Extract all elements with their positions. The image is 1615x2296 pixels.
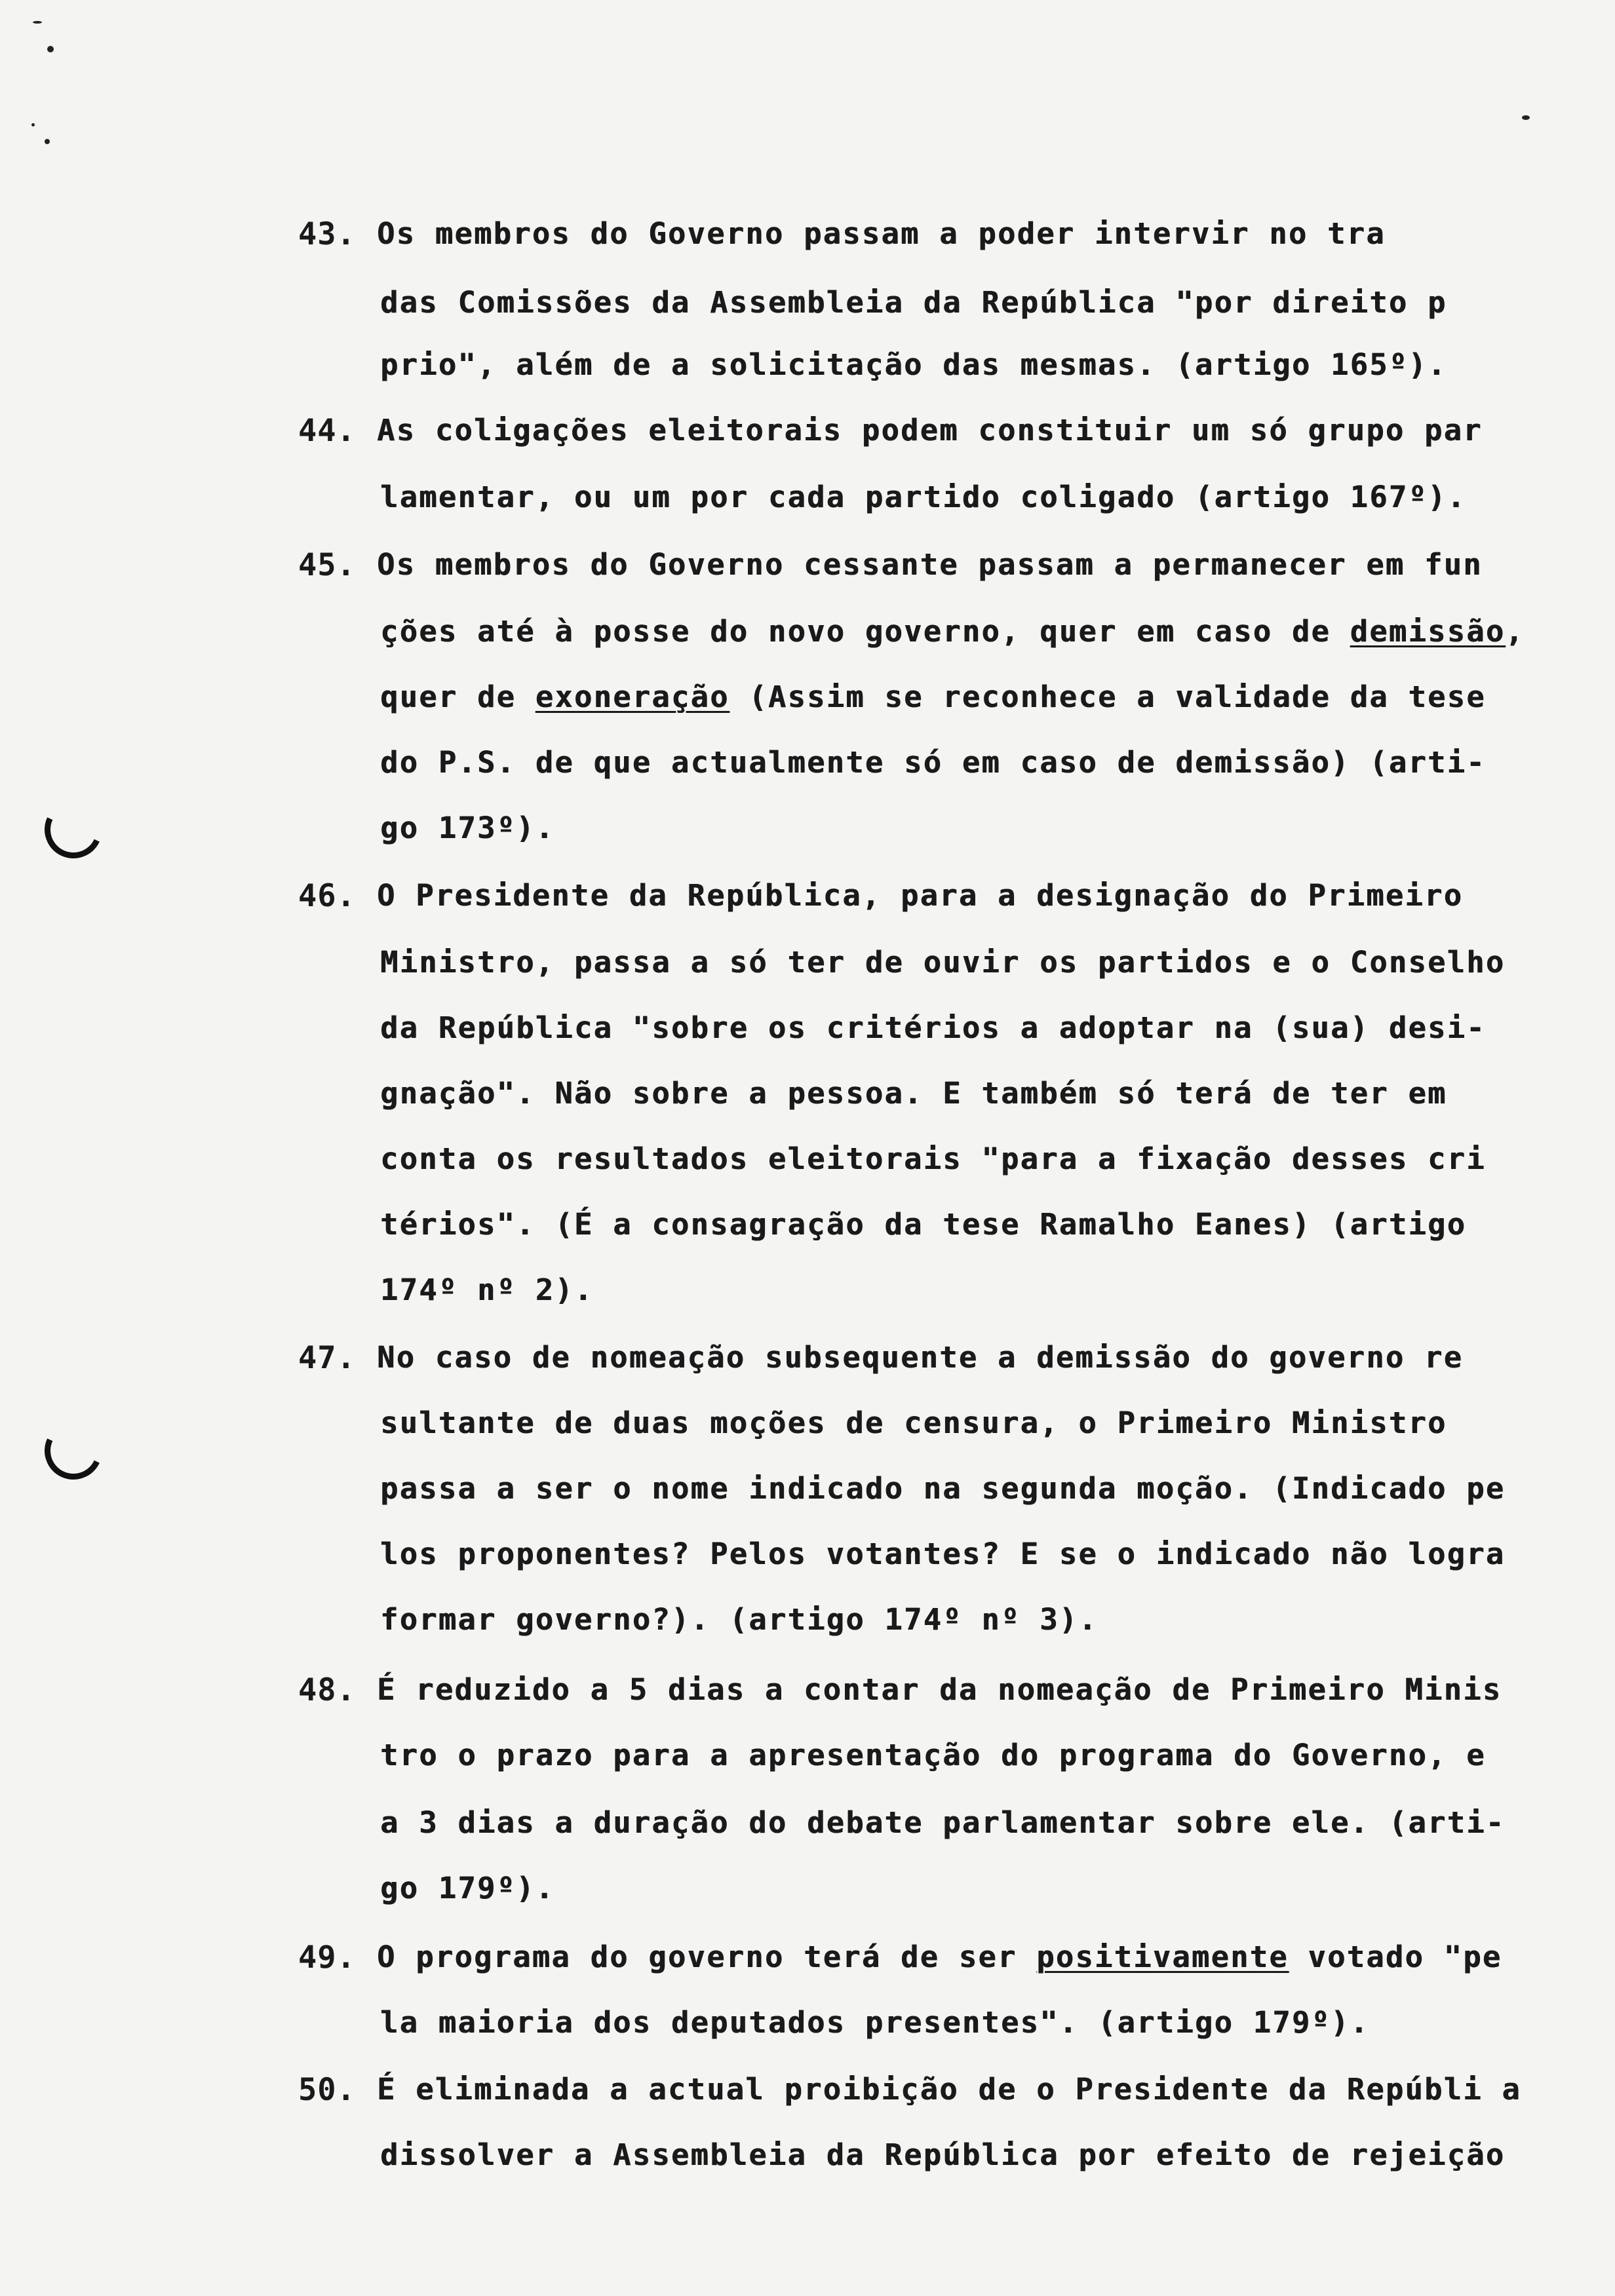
- scan-speck: [47, 46, 54, 52]
- text-line: gnação". Não sobre a pessoa. E também só terá de ter em: [380, 1076, 1447, 1111]
- text-line: los proponentes? Pelos votantes? E se o indicado não logra: [380, 1537, 1506, 1571]
- text-segment: ,: [1505, 614, 1525, 649]
- text-segment: go 173º).: [380, 811, 555, 845]
- item-number: 49.: [298, 1940, 356, 1976]
- text-segment: quer de: [380, 679, 535, 714]
- text-line: No caso de nomeação subsequente a demissão do governo re: [377, 1340, 1464, 1375]
- punch-hole-mark: [37, 793, 111, 867]
- scan-speck: [31, 123, 35, 126]
- text-line: As coligações eleitorais podem constituir um só grupo par: [377, 413, 1483, 448]
- text-line: formar governo?). (artigo 174º nº 3).: [380, 1602, 1098, 1637]
- item-number: 43.: [298, 216, 356, 252]
- text-line: [377, 1940, 1502, 1974]
- item-number: 47.: [298, 1340, 356, 1376]
- underlined-term: exoneração: [535, 679, 730, 714]
- text-line: passa a ser o nome indicado na segunda moção. (Indicado pe: [380, 1471, 1506, 1506]
- text-line: [380, 2005, 1369, 2040]
- text-segment: O programa do governo terá de ser: [377, 1940, 1037, 1974]
- text-segment: votado "pe: [1288, 1940, 1502, 1974]
- item-number: 45.: [298, 547, 356, 583]
- text-line: conta os resultados eleitorais "para a fixação desses cri: [380, 1141, 1486, 1176]
- item-number: 48.: [298, 1672, 356, 1708]
- text-line: prio", além de a solicitação das mesmas. (artigo 165º).: [380, 347, 1447, 382]
- text-line: [380, 745, 1486, 780]
- text-line: [380, 811, 555, 845]
- underlined-term: positivamente: [1036, 1940, 1289, 1974]
- text-line: tro o prazo para a apresentação do programa do Governo, e: [380, 1738, 1486, 1772]
- text-segment: (Assim se reconhece a validade da tese: [729, 679, 1486, 714]
- text-line: da República "sobre os critérios a adoptar na (sua) desi-: [380, 1010, 1486, 1045]
- scan-speck: [45, 139, 50, 144]
- scan-speck: [1522, 115, 1530, 120]
- punch-hole-mark: [37, 1414, 111, 1488]
- text-line: [380, 679, 1486, 714]
- text-line: térios". (É a consagração da tese Ramalho Eanes) (artigo: [380, 1207, 1467, 1242]
- text-line: O Presidente da República, para a designação do Primeiro: [377, 878, 1464, 913]
- text-line: go 179º).: [380, 1871, 555, 1905]
- item-number: 50.: [298, 2072, 356, 2108]
- text-line: das Comissões da Assembleia da República "por direito p: [380, 285, 1447, 320]
- text-line: lamentar, ou um por cada partido coligado (artigo 167º).: [380, 480, 1467, 514]
- text-segment: ções até à posse do novo governo, quer em caso de: [380, 614, 1350, 649]
- scan-speck: [33, 21, 42, 24]
- text-line: É reduzido a 5 dias a contar da nomeação de Primeiro Minis: [377, 1672, 1502, 1707]
- text-line: sultante de duas moções de censura, o Primeiro Ministro: [380, 1406, 1447, 1440]
- text-segment: do P.S. de que actualmente só em caso de demissão) (arti-: [380, 745, 1486, 780]
- text-line: dissolver a Assembleia da República por efeito de rejeição: [380, 2137, 1506, 2172]
- text-line: 174º nº 2).: [380, 1272, 594, 1307]
- text-line: É eliminada a actual proibição de o Presidente da Repúbli a: [377, 2072, 1521, 2107]
- text-line: Os membros do Governo passam a poder intervir no tra: [377, 216, 1386, 251]
- text-line: a 3 dias a duração do debate parlamentar sobre ele. (arti-: [380, 1805, 1506, 1840]
- text-segment: Os membros do Governo cessante passam a permanecer em fun: [377, 547, 1483, 582]
- underlined-term: demissão: [1350, 614, 1506, 649]
- text-line: Ministro, passa a só ter de ouvir os partidos e o Conselho: [380, 945, 1506, 980]
- item-number: 46.: [298, 878, 356, 914]
- text-segment: la maioria dos deputados presentes". (artigo 179º).: [380, 2005, 1370, 2040]
- text-line: [380, 614, 1525, 649]
- text-line: [377, 547, 1483, 582]
- item-number: 44.: [298, 413, 356, 449]
